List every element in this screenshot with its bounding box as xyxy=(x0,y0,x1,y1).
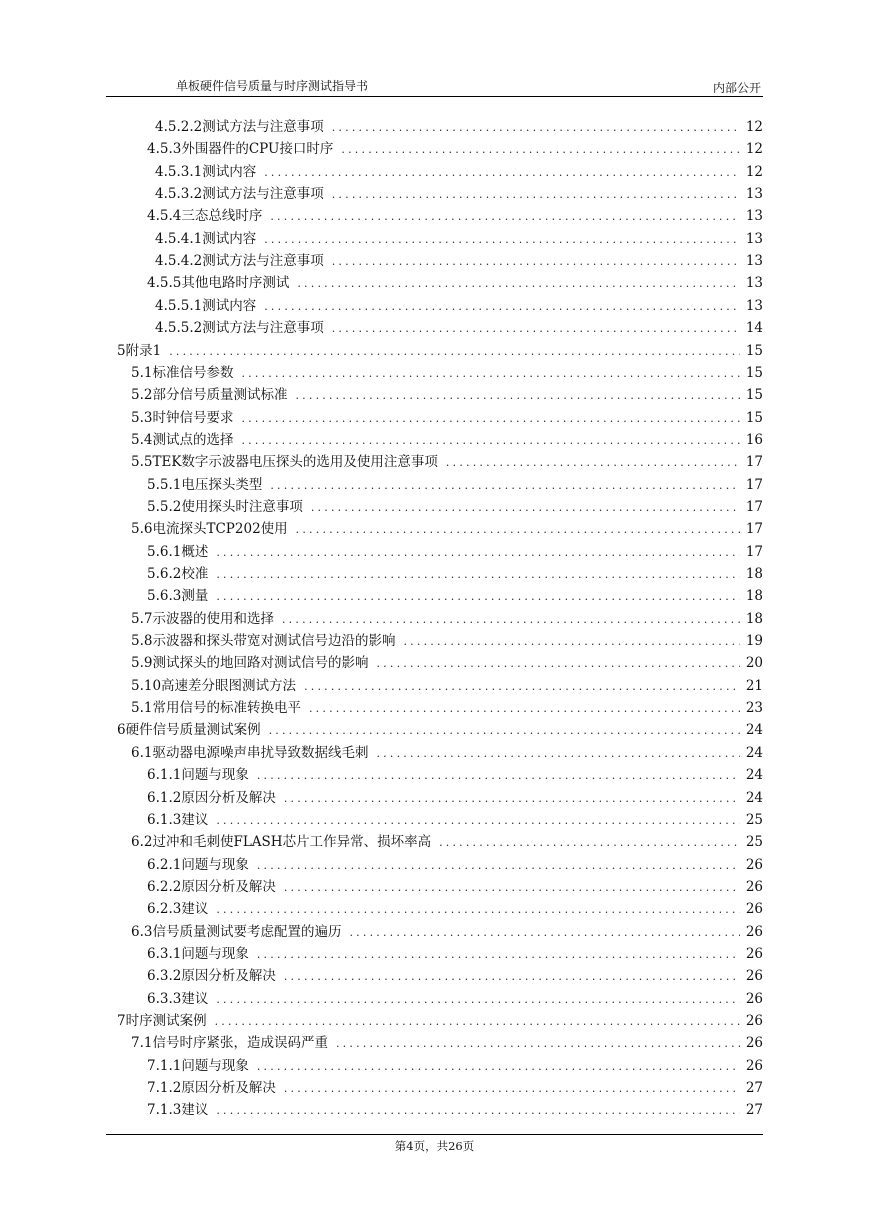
toc-entry[interactable] xyxy=(131,697,763,719)
document-title: 单板硬件信号质量与时序测试指导书 xyxy=(176,79,369,93)
toc-entry[interactable] xyxy=(131,1032,763,1054)
toc-entry-page: 17 xyxy=(745,543,763,560)
toc-dot-leader xyxy=(296,519,740,541)
toc-entry-label: 4.5.5其他电路时序测试 xyxy=(147,275,290,292)
toc-dot-leader xyxy=(257,944,740,966)
toc-entry-label: 4.5.4.2测试方法与注意事项 xyxy=(155,253,324,270)
toc-entry[interactable] xyxy=(147,541,763,563)
toc-entry-label: 5.10高速差分眼图测试方法 xyxy=(131,677,297,694)
toc-entry-page: 24 xyxy=(745,744,763,761)
toc-entry-label: 6.3.2原因分析及解决 xyxy=(147,968,276,985)
toc-dot-leader xyxy=(257,765,740,787)
toc-entry-label: 5.6电流探头TCP202使用 xyxy=(131,521,288,538)
toc-dot-leader xyxy=(257,1056,740,1078)
toc-dot-leader xyxy=(216,899,739,921)
toc-entry-label: 6.1.3建议 xyxy=(147,811,209,828)
toc-entry-page: 26 xyxy=(745,1057,763,1074)
classification-label: 内部公开 xyxy=(712,81,761,95)
toc-entry-label: 6.2.2原因分析及解决 xyxy=(147,878,276,895)
toc-entry-label: 6.1驱动器电源噪声串扰导致数据线毛刺 xyxy=(131,744,369,761)
toc-entry-label: 4.5.2.2测试方法与注意事项 xyxy=(155,119,324,135)
toc-entry[interactable] xyxy=(131,608,763,630)
toc-dot-leader xyxy=(376,653,739,675)
toc-dot-leader xyxy=(264,162,740,184)
toc-entry-label: 5.2部分信号质量测试标准 xyxy=(131,387,288,404)
toc-entry-page: 17 xyxy=(745,454,763,471)
toc-entry-page: 26 xyxy=(745,945,763,962)
toc-entry[interactable] xyxy=(131,742,763,764)
toc-entry[interactable] xyxy=(131,518,763,540)
toc-entry[interactable] xyxy=(131,675,763,697)
toc-entry[interactable] xyxy=(147,876,763,898)
toc-entry-page: 26 xyxy=(745,1013,763,1029)
toc-entry[interactable] xyxy=(131,362,763,384)
toc-dot-leader xyxy=(309,698,740,720)
toc-entry[interactable] xyxy=(147,988,763,1010)
page-footer xyxy=(106,1134,763,1153)
toc-dot-leader xyxy=(215,1011,740,1033)
toc-dot-leader xyxy=(241,430,739,452)
toc-entry-label: 4.5.4三态总线时序 xyxy=(147,208,263,225)
toc-dot-leader xyxy=(295,385,739,407)
toc-entry[interactable] xyxy=(147,1055,763,1077)
toc-dot-leader xyxy=(284,788,740,810)
toc-dot-leader xyxy=(284,877,740,899)
toc-entry-page: 16 xyxy=(745,431,763,448)
toc-entry-page: 13 xyxy=(745,253,763,270)
toc-entry[interactable] xyxy=(155,228,763,250)
toc-entry-page: 26 xyxy=(745,990,763,1007)
toc-entry-page: 26 xyxy=(745,1035,763,1052)
toc-dot-leader xyxy=(349,922,739,944)
toc-entry-page: 24 xyxy=(745,789,763,806)
toc-entry[interactable] xyxy=(155,250,763,272)
toc-dot-leader xyxy=(216,1100,739,1122)
toc-dot-leader xyxy=(332,184,740,206)
toc-dot-leader xyxy=(264,229,740,251)
toc-entry-page: 14 xyxy=(745,320,763,337)
toc-dot-leader xyxy=(270,206,739,228)
toc-dot-leader xyxy=(403,631,739,653)
toc-dot-leader xyxy=(241,363,739,385)
toc-dot-leader xyxy=(264,296,740,318)
toc-entry[interactable] xyxy=(147,1077,763,1099)
toc-entry-page: 18 xyxy=(745,610,763,627)
toc-dot-leader xyxy=(311,497,740,519)
toc-entry[interactable] xyxy=(147,585,763,607)
toc-entry[interactable] xyxy=(147,496,763,518)
toc-dot-leader xyxy=(269,720,740,742)
toc-entry-page: 25 xyxy=(745,834,763,851)
toc-dot-leader xyxy=(216,564,739,586)
toc-entry[interactable] xyxy=(131,831,763,853)
toc-entry-label: 5.5.2使用探头时注意事项 xyxy=(147,498,303,515)
toc-entry-page: 13 xyxy=(745,186,763,203)
toc-entry-page: 15 xyxy=(745,409,763,426)
toc-entry-page: 20 xyxy=(745,655,763,672)
toc-dot-leader xyxy=(282,609,740,631)
toc-entry[interactable] xyxy=(131,429,763,451)
toc-entry[interactable] xyxy=(147,764,763,786)
toc-entry-page: 15 xyxy=(745,364,763,381)
toc-entry-label: 5.1标准信号参数 xyxy=(131,364,234,381)
toc-entry-label: 5.3时钟信号要求 xyxy=(131,409,234,426)
toc-dot-leader xyxy=(216,989,739,1011)
toc-entry-page: 24 xyxy=(745,767,763,784)
toc-dot-leader xyxy=(336,1033,740,1055)
toc-entry-label: 5.6.1概述 xyxy=(147,543,209,560)
toc-dot-leader xyxy=(332,117,740,139)
toc-entry[interactable] xyxy=(155,183,763,205)
toc-entry-label: 6.2.1问题与现象 xyxy=(147,856,249,873)
toc-entry-page: 13 xyxy=(745,230,763,247)
toc-entry-page: 27 xyxy=(745,1102,763,1119)
toc-entry[interactable] xyxy=(147,563,763,585)
page-header xyxy=(106,72,763,97)
toc-entry-label: 6.3.3建议 xyxy=(147,990,209,1007)
toc-entry-page: 13 xyxy=(745,297,763,314)
toc-entry-label: 5.4测试点的选择 xyxy=(131,431,234,448)
toc-entry-page: 15 xyxy=(745,342,763,359)
toc-dot-leader xyxy=(216,810,739,832)
toc-entry[interactable] xyxy=(147,138,763,160)
toc-entry-page: 26 xyxy=(745,968,763,985)
toc-entry-label: 5附录1 xyxy=(117,342,162,359)
toc-entry-label: 7.1.1问题与现象 xyxy=(147,1057,249,1074)
toc-entry-page: 17 xyxy=(745,521,763,538)
toc-entry-page: 26 xyxy=(745,878,763,895)
toc-entry[interactable] xyxy=(131,630,763,652)
toc-entry[interactable] xyxy=(131,921,763,943)
toc-entry-label: 4.5.5.1测试内容 xyxy=(155,297,257,314)
toc-dot-leader xyxy=(270,475,739,497)
toc-entry[interactable] xyxy=(131,451,763,473)
toc-entry-label: 5.7示波器的使用和选择 xyxy=(131,610,274,627)
toc-entry-page: 26 xyxy=(745,856,763,873)
toc-entry-label: 6.1.1问题与现象 xyxy=(147,767,249,784)
toc-entry[interactable] xyxy=(147,787,763,809)
toc-entry[interactable] xyxy=(147,205,763,227)
toc-entry[interactable] xyxy=(147,1099,763,1121)
toc-entry[interactable] xyxy=(147,809,763,831)
toc-entry-label: 4.5.3.2测试方法与注意事项 xyxy=(155,186,324,203)
toc-entry[interactable] xyxy=(117,719,763,741)
toc-entry-label: 6.1.2原因分析及解决 xyxy=(147,789,276,806)
toc-entry-label: 6.2过冲和毛刺使FLASH芯片工作异常、损坏率高 xyxy=(131,834,432,851)
toc-entry-label: 7时序测试案例 xyxy=(117,1013,207,1029)
toc-entry[interactable] xyxy=(155,317,763,339)
toc-entry-page: 12 xyxy=(745,163,763,180)
toc-entry[interactable] xyxy=(147,474,763,496)
toc-entry-page: 25 xyxy=(745,811,763,828)
toc-entry-page: 12 xyxy=(745,141,763,158)
toc-entry[interactable] xyxy=(147,272,763,294)
toc-entry-page: 27 xyxy=(745,1080,763,1097)
toc-dot-leader xyxy=(341,139,739,161)
toc-entry[interactable] xyxy=(155,116,763,138)
toc-dot-leader xyxy=(332,318,740,340)
toc-dot-leader xyxy=(284,966,740,988)
page-number: 第4页，共26页 xyxy=(394,1139,475,1153)
toc-dot-leader xyxy=(297,273,739,295)
toc-dot-leader xyxy=(304,676,740,698)
toc-entry-page: 18 xyxy=(745,566,763,582)
toc-dot-leader xyxy=(446,452,740,474)
toc-dot-leader xyxy=(216,542,739,564)
toc-entry-label: 5.9测试探头的地回路对测试信号的影响 xyxy=(131,655,369,672)
toc-entry-label: 5.6.3测量 xyxy=(147,588,209,605)
toc-entry-page: 26 xyxy=(745,923,763,940)
toc-entry-page: 26 xyxy=(745,901,763,918)
toc-entry-label: 7.1.3建议 xyxy=(147,1102,209,1119)
toc-entry-label: 7.1.2原因分析及解决 xyxy=(147,1080,276,1097)
toc-entry[interactable] xyxy=(147,943,763,965)
toc-entry[interactable] xyxy=(117,1010,763,1032)
toc-entry-page: 24 xyxy=(745,722,763,739)
toc-dot-leader xyxy=(257,855,740,877)
toc-entry-page: 17 xyxy=(745,476,763,493)
toc-entry-label: 6.3信号质量测试要考虑配置的遍历 xyxy=(131,923,342,940)
toc-dot-leader xyxy=(332,251,740,273)
toc-entry-label: 6硬件信号质量测试案例 xyxy=(117,722,261,739)
toc-entry-label: 4.5.5.2测试方法与注意事项 xyxy=(155,320,324,337)
toc-entry-label: 6.2.3建议 xyxy=(147,901,209,918)
toc-entry[interactable] xyxy=(147,965,763,987)
toc-entry-page: 21 xyxy=(745,677,763,694)
toc-entry-page: 13 xyxy=(745,208,763,225)
toc-entry[interactable] xyxy=(155,161,763,183)
toc-entry-label: 4.5.4.1测试内容 xyxy=(155,230,257,247)
toc-dot-leader xyxy=(376,743,739,765)
toc-entry[interactable] xyxy=(147,854,763,876)
toc-dot-leader xyxy=(284,1078,740,1100)
toc-entry-label: 5.1常用信号的标准转换电平 xyxy=(131,700,301,717)
toc-entry-label: 6.3.1问题与现象 xyxy=(147,945,249,962)
toc-entry-page: 15 xyxy=(745,387,763,404)
toc-entry-page: 23 xyxy=(745,700,763,717)
toc-dot-leader xyxy=(216,586,739,608)
toc-entry[interactable] xyxy=(131,652,763,674)
toc-entry-page: 12 xyxy=(745,119,763,135)
toc-entry-label: 7.1信号时序紧张，造成误码严重 xyxy=(131,1035,328,1052)
toc-entry-label: 4.5.3外围器件的CPU接口时序 xyxy=(147,141,334,158)
toc-entry-label: 5.6.2校准 xyxy=(147,566,209,582)
toc-entry[interactable] xyxy=(131,384,763,406)
toc-entry-page: 19 xyxy=(745,633,763,650)
toc-dot-leader xyxy=(241,408,739,430)
toc-entry[interactable] xyxy=(155,295,763,317)
toc-entry-label: 4.5.3.1测试内容 xyxy=(155,163,257,180)
toc-entry[interactable] xyxy=(147,898,763,920)
toc-entry-label: 5.8示波器和探头带宽对测试信号边沿的影响 xyxy=(131,633,396,650)
toc-entry-label: 5.5TEK数字示波器电压探头的选用及使用注意事项 xyxy=(131,454,438,471)
toc-entry[interactable] xyxy=(117,340,763,362)
toc-entry[interactable] xyxy=(131,407,763,429)
toc-dot-leader xyxy=(169,341,740,363)
toc-entry-label: 5.5.1电压探头类型 xyxy=(147,476,263,493)
toc-entry-page: 17 xyxy=(745,498,763,515)
toc-dot-leader xyxy=(439,832,740,854)
toc-entry-page: 18 xyxy=(745,588,763,605)
toc-entry-page: 13 xyxy=(745,275,763,292)
